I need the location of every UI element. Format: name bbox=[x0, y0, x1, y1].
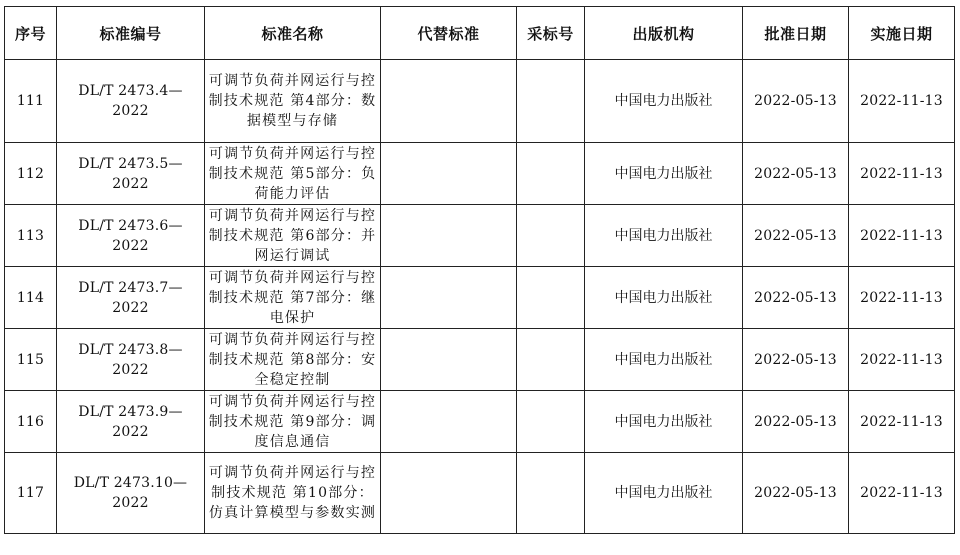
publisher-cell: 中国电力出版社 bbox=[585, 60, 743, 143]
approved-cell: 2022-05-13 bbox=[743, 205, 849, 267]
code-cell bbox=[57, 453, 205, 534]
code-line: DL/T 2473.6— bbox=[78, 217, 183, 234]
approved-cell: 2022-05-13 bbox=[743, 143, 849, 205]
code-year: 2022 bbox=[112, 423, 149, 440]
adopted-cell bbox=[517, 267, 585, 329]
code-cell bbox=[57, 329, 205, 391]
header-publisher: 出版机构 bbox=[585, 7, 743, 60]
effective-cell: 2022-11-13 bbox=[849, 143, 955, 205]
seq-cell: 116 bbox=[5, 391, 57, 453]
publisher-cell: 中国电力出版社 bbox=[585, 329, 743, 391]
adopted-cell bbox=[517, 60, 585, 143]
header-replaces: 代替标准 bbox=[381, 7, 517, 60]
code-line: DL/T 2473.9— bbox=[78, 403, 183, 420]
publisher-cell: 中国电力出版社 bbox=[585, 391, 743, 453]
header-name: 标准名称 bbox=[205, 7, 381, 60]
adopted-cell bbox=[517, 329, 585, 391]
replaces-cell bbox=[381, 329, 517, 391]
replaces-cell bbox=[381, 267, 517, 329]
table-row bbox=[5, 391, 955, 453]
code-cell bbox=[57, 205, 205, 267]
name-cell: 可调节负荷并网运行与控制技术规范 第9部分：调度信息通信 bbox=[205, 391, 381, 453]
header-approved: 批准日期 bbox=[743, 7, 849, 60]
table-row bbox=[5, 143, 955, 205]
header-row bbox=[5, 7, 955, 60]
adopted-cell bbox=[517, 391, 585, 453]
code-year: 2022 bbox=[112, 299, 149, 316]
name-cell: 可调节负荷并网运行与控制技术规范 第10部分：仿真计算模型与参数实测 bbox=[205, 453, 381, 534]
code-year: 2022 bbox=[112, 237, 149, 254]
name-cell: 可调节负荷并网运行与控制技术规范 第6部分：并网运行调试 bbox=[205, 205, 381, 267]
adopted-cell bbox=[517, 453, 585, 534]
code-year: 2022 bbox=[112, 175, 149, 192]
approved-cell: 2022-05-13 bbox=[743, 60, 849, 143]
header-adopted: 采标号 bbox=[517, 7, 585, 60]
seq-cell: 114 bbox=[5, 267, 57, 329]
code-cell bbox=[57, 60, 205, 143]
code-cell bbox=[57, 391, 205, 453]
table-row bbox=[5, 453, 955, 534]
code-year: 2022 bbox=[112, 361, 149, 378]
publisher-cell: 中国电力出版社 bbox=[585, 143, 743, 205]
effective-cell: 2022-11-13 bbox=[849, 391, 955, 453]
code-line: DL/T 2473.4— bbox=[78, 83, 183, 99]
publisher-cell: 中国电力出版社 bbox=[585, 205, 743, 267]
header-seq: 序号 bbox=[5, 7, 57, 60]
seq-cell: 112 bbox=[5, 143, 57, 205]
table-row bbox=[5, 329, 955, 391]
seq-cell: 113 bbox=[5, 205, 57, 267]
effective-cell: 2022-11-13 bbox=[849, 205, 955, 267]
name-cell: 可调节负荷并网运行与控制技术规范 第5部分：负荷能力评估 bbox=[205, 143, 381, 205]
effective-cell: 2022-11-13 bbox=[849, 329, 955, 391]
replaces-cell bbox=[381, 391, 517, 453]
approved-cell: 2022-05-13 bbox=[743, 391, 849, 453]
adopted-cell bbox=[517, 143, 585, 205]
seq-cell: 115 bbox=[5, 329, 57, 391]
header-effective: 实施日期 bbox=[849, 7, 955, 60]
standards-table bbox=[4, 6, 955, 534]
publisher-cell: 中国电力出版社 bbox=[585, 453, 743, 534]
effective-cell: 2022-11-13 bbox=[849, 60, 955, 143]
replaces-cell bbox=[381, 143, 517, 205]
table-row bbox=[5, 267, 955, 329]
name-cell: 可调节负荷并网运行与控制技术规范 第8部分：安全稳定控制 bbox=[205, 329, 381, 391]
code-cell bbox=[57, 267, 205, 329]
code-line: DL/T 2473.5— bbox=[78, 155, 183, 172]
replaces-cell bbox=[381, 205, 517, 267]
table-row bbox=[5, 60, 955, 143]
header-code: 标准编号 bbox=[57, 7, 205, 60]
adopted-cell bbox=[517, 205, 585, 267]
publisher-cell: 中国电力出版社 bbox=[585, 267, 743, 329]
seq-cell: 117 bbox=[5, 453, 57, 534]
name-cell: 可调节负荷并网运行与控制技术规范 第4部分：数据模型与存储 bbox=[205, 60, 381, 143]
approved-cell: 2022-05-13 bbox=[743, 267, 849, 329]
code-line: DL/T 2473.7— bbox=[78, 279, 183, 296]
replaces-cell bbox=[381, 60, 517, 143]
table-row bbox=[5, 205, 955, 267]
code-line: DL/T 2473.10— bbox=[73, 475, 188, 491]
name-cell: 可调节负荷并网运行与控制技术规范 第7部分：继电保护 bbox=[205, 267, 381, 329]
seq-cell: 111 bbox=[5, 60, 57, 143]
effective-cell: 2022-11-13 bbox=[849, 453, 955, 534]
code-year: 2022 bbox=[112, 103, 149, 119]
code-cell bbox=[57, 143, 205, 205]
approved-cell: 2022-05-13 bbox=[743, 329, 849, 391]
code-line: DL/T 2473.8— bbox=[78, 341, 183, 358]
replaces-cell bbox=[381, 453, 517, 534]
code-year: 2022 bbox=[112, 495, 149, 511]
effective-cell: 2022-11-13 bbox=[849, 267, 955, 329]
approved-cell: 2022-05-13 bbox=[743, 453, 849, 534]
